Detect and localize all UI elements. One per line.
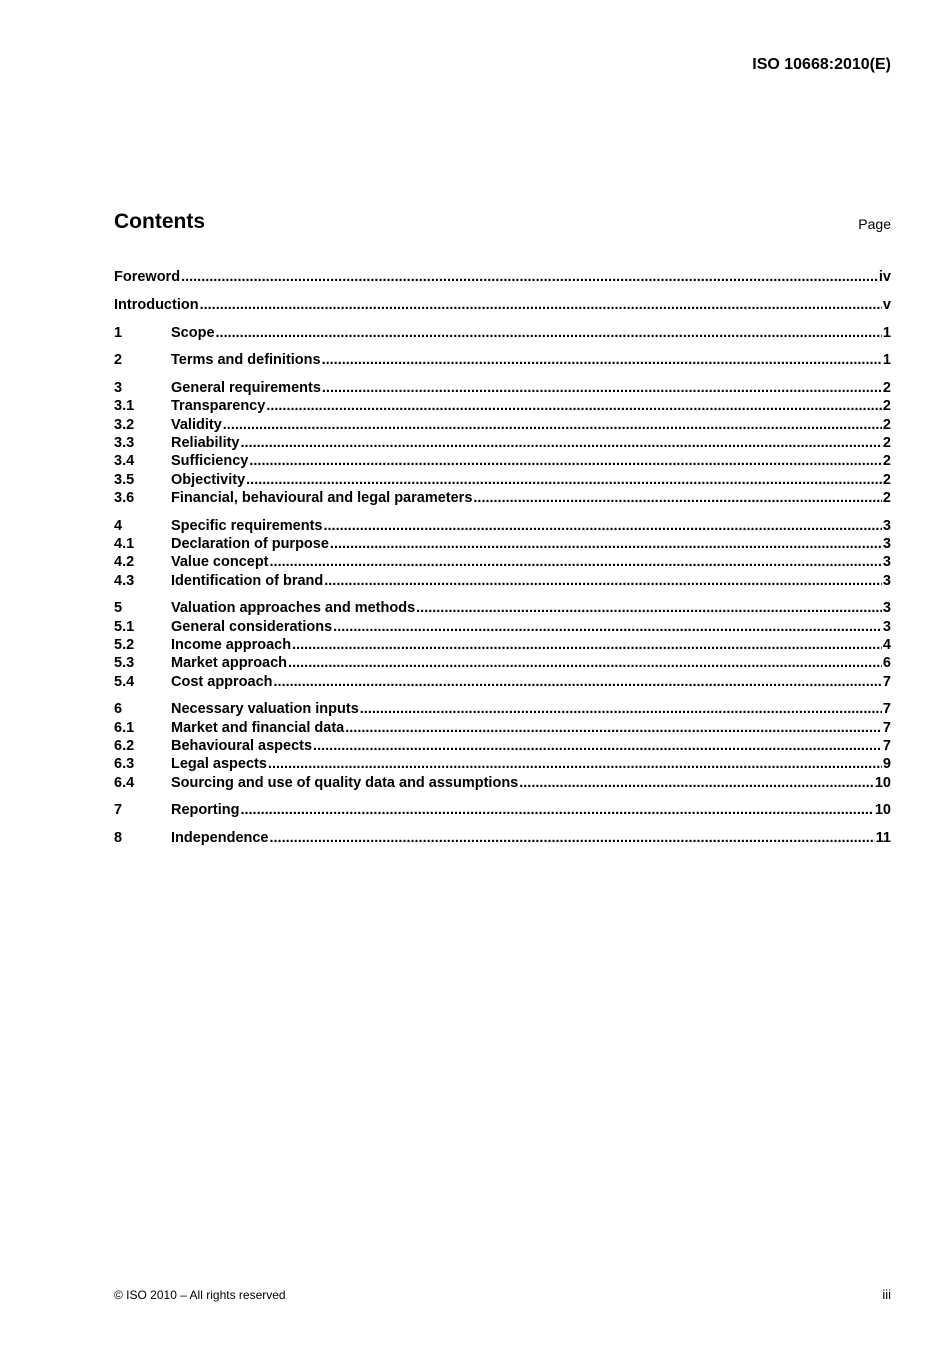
toc-group xyxy=(114,379,891,507)
toc-entry-number: 3.2 xyxy=(114,416,135,433)
toc-entry-number: 6 xyxy=(114,701,123,718)
toc-entry-page: 2 xyxy=(882,435,891,452)
toc-entry-page: 1 xyxy=(882,324,891,341)
toc-entry-page: 3 xyxy=(882,517,891,534)
toc-entry-page: 3 xyxy=(882,618,891,635)
toc-entry-page: 6 xyxy=(882,655,891,672)
toc-entry-title: Identification of brand xyxy=(171,572,324,589)
toc-entry-page: 10 xyxy=(874,774,891,791)
toc-entry-page: 2 xyxy=(882,416,891,433)
toc-entry-page: 2 xyxy=(882,398,891,415)
toc-entry-page: 2 xyxy=(882,489,891,506)
toc-entry-page: 10 xyxy=(874,802,891,819)
table-of-contents xyxy=(114,268,891,857)
toc-entry-title: Sourcing and use of quality data and assumptions xyxy=(171,774,519,791)
toc-dot-leader xyxy=(181,268,878,286)
toc-entry-page: 11 xyxy=(875,830,891,847)
toc-entry-page: v xyxy=(882,296,891,313)
toc-entry-title: Scope xyxy=(171,324,215,341)
toc-entry-number: 1 xyxy=(114,324,123,341)
toc-entry-page: 3 xyxy=(882,554,891,571)
page-number: iii xyxy=(882,1287,891,1302)
toc-dot-leader xyxy=(266,397,882,415)
toc-entry-page: 2 xyxy=(882,453,891,470)
toc-entry-title: Transparency xyxy=(171,398,266,415)
toc-entry[interactable] xyxy=(114,434,891,452)
toc-entry[interactable] xyxy=(114,774,891,792)
toc-entry-title: Reliability xyxy=(171,435,240,452)
toc-dot-leader xyxy=(270,553,882,571)
toc-dot-leader xyxy=(246,471,882,489)
toc-entry-number: 4.1 xyxy=(114,536,135,553)
toc-entry[interactable] xyxy=(114,618,891,636)
toc-entry-page: 7 xyxy=(882,701,891,718)
toc-dot-leader xyxy=(268,755,882,773)
toc-group xyxy=(114,517,891,590)
toc-entry-number: 2 xyxy=(114,352,123,369)
toc-entry[interactable] xyxy=(114,471,891,489)
toc-entry-title: Reporting xyxy=(171,802,240,819)
toc-entry-page: 7 xyxy=(882,719,891,736)
toc-entry[interactable] xyxy=(114,397,891,415)
toc-group xyxy=(114,351,891,369)
toc-dot-leader xyxy=(240,801,873,819)
toc-entry[interactable] xyxy=(114,599,891,617)
toc-entry-number: 3.1 xyxy=(114,398,135,415)
toc-entry-number: 3.6 xyxy=(114,489,135,506)
toc-entry-title: Behavioural aspects xyxy=(171,738,313,755)
toc-entry-title: Objectivity xyxy=(171,471,246,488)
toc-entry[interactable] xyxy=(114,572,891,590)
toc-entry[interactable] xyxy=(114,351,891,369)
toc-dot-leader xyxy=(200,296,882,314)
toc-entry[interactable] xyxy=(114,535,891,553)
copyright-notice: © ISO 2010 – All rights reserved xyxy=(114,1288,286,1302)
toc-dot-leader xyxy=(324,517,882,535)
toc-entry-title: Value concept xyxy=(171,554,269,571)
toc-entry-title: Validity xyxy=(171,416,222,433)
toc-group xyxy=(114,268,891,286)
toc-group xyxy=(114,801,891,819)
toc-entry-title: Specific requirements xyxy=(171,517,323,534)
toc-entry[interactable] xyxy=(114,296,891,314)
toc-entry[interactable] xyxy=(114,737,891,755)
toc-entry[interactable] xyxy=(114,673,891,691)
toc-entry[interactable] xyxy=(114,324,891,342)
toc-entry-page: 2 xyxy=(882,471,891,488)
toc-entry-title: Declaration of purpose xyxy=(171,536,329,553)
toc-entry[interactable] xyxy=(114,379,891,397)
toc-dot-leader xyxy=(473,489,882,507)
toc-dot-leader xyxy=(519,774,874,792)
toc-entry-title: Terms and definitions xyxy=(171,352,321,369)
toc-entry-title: Valuation approaches and methods xyxy=(171,600,416,617)
toc-dot-leader xyxy=(223,416,882,434)
toc-dot-leader xyxy=(333,618,882,636)
toc-entry[interactable] xyxy=(114,801,891,819)
toc-entry[interactable] xyxy=(114,654,891,672)
toc-entry-page: 3 xyxy=(882,600,891,617)
toc-group xyxy=(114,829,891,847)
toc-entry-number: 8 xyxy=(114,830,123,847)
toc-dot-leader xyxy=(360,700,882,718)
toc-entry-title: Cost approach xyxy=(171,673,273,690)
toc-entry[interactable] xyxy=(114,416,891,434)
toc-dot-leader xyxy=(322,379,882,397)
toc-entry[interactable] xyxy=(114,636,891,654)
toc-entry[interactable] xyxy=(114,755,891,773)
toc-entry-number: 7 xyxy=(114,802,123,819)
toc-entry-number: 3.4 xyxy=(114,453,135,470)
toc-entry-number: 4.2 xyxy=(114,554,135,571)
toc-dot-leader xyxy=(322,351,882,369)
toc-entry-page: 1 xyxy=(882,352,891,369)
toc-dot-leader xyxy=(324,572,882,590)
toc-entry-page: 2 xyxy=(882,380,891,397)
toc-entry[interactable] xyxy=(114,489,891,507)
toc-group xyxy=(114,599,891,690)
toc-dot-leader xyxy=(270,829,875,847)
toc-entry-title: General requirements xyxy=(171,380,321,397)
toc-entry-title: Income approach xyxy=(171,637,292,654)
toc-entry-number: 5.1 xyxy=(114,618,135,635)
toc-dot-leader xyxy=(313,737,882,755)
toc-dot-leader xyxy=(241,434,882,452)
toc-dot-leader xyxy=(330,535,882,553)
toc-entry-number: 6.3 xyxy=(114,756,135,773)
contents-heading: Contents xyxy=(114,210,205,233)
toc-entry[interactable] xyxy=(114,829,891,847)
toc-entry-title: Legal aspects xyxy=(171,756,267,773)
toc-entry-number: 3.5 xyxy=(114,471,135,488)
toc-entry-number: 6.1 xyxy=(114,719,135,736)
toc-dot-leader xyxy=(288,654,882,672)
toc-entry-number: 5.2 xyxy=(114,637,135,654)
toc-dot-leader xyxy=(345,719,882,737)
toc-group xyxy=(114,700,891,791)
toc-entry-title: Market approach xyxy=(171,655,288,672)
toc-entry-number: 3 xyxy=(114,380,123,397)
toc-entry-page: 3 xyxy=(882,536,891,553)
toc-entry-number: 3.3 xyxy=(114,435,135,452)
toc-entry[interactable] xyxy=(114,700,891,718)
page-column-label: Page xyxy=(858,216,891,232)
toc-entry-number: 5.3 xyxy=(114,655,135,672)
toc-entry-page: iv xyxy=(878,269,891,285)
toc-entry-number: 4.3 xyxy=(114,572,135,589)
toc-entry[interactable] xyxy=(114,719,891,737)
toc-entry-number: 5.4 xyxy=(114,673,135,690)
toc-entry-page: 7 xyxy=(882,738,891,755)
toc-entry-title: General considerations xyxy=(171,618,333,635)
document-id: ISO 10668:2010(E) xyxy=(752,56,891,73)
toc-entry-title: Foreword xyxy=(114,269,181,285)
toc-entry-page: 9 xyxy=(882,756,891,773)
toc-entry-title: Independence xyxy=(171,830,269,847)
toc-dot-leader xyxy=(274,673,882,691)
toc-entry-title: Sufficiency xyxy=(171,453,249,470)
toc-entry-page: 3 xyxy=(882,572,891,589)
toc-dot-leader xyxy=(216,324,882,342)
toc-dot-leader xyxy=(292,636,882,654)
toc-entry-title: Introduction xyxy=(114,296,199,313)
toc-entry-number: 6.2 xyxy=(114,738,135,755)
toc-group xyxy=(114,324,891,342)
toc-entry-page: 4 xyxy=(882,637,891,654)
toc-entry-title: Market and financial data xyxy=(171,719,345,736)
toc-entry[interactable] xyxy=(114,268,891,286)
toc-entry[interactable] xyxy=(114,553,891,571)
toc-group xyxy=(114,296,891,314)
toc-dot-leader xyxy=(416,599,882,617)
toc-entry-page: 7 xyxy=(882,673,891,690)
toc-entry[interactable] xyxy=(114,452,891,470)
toc-entry-number: 4 xyxy=(114,517,123,534)
toc-dot-leader xyxy=(249,452,882,470)
toc-entry-title: Financial, behavioural and legal parameters xyxy=(171,489,473,506)
toc-entry-number: 6.4 xyxy=(114,774,135,791)
toc-entry-title: Necessary valuation inputs xyxy=(171,701,359,718)
toc-entry[interactable] xyxy=(114,517,891,535)
toc-entry-number: 5 xyxy=(114,600,123,617)
